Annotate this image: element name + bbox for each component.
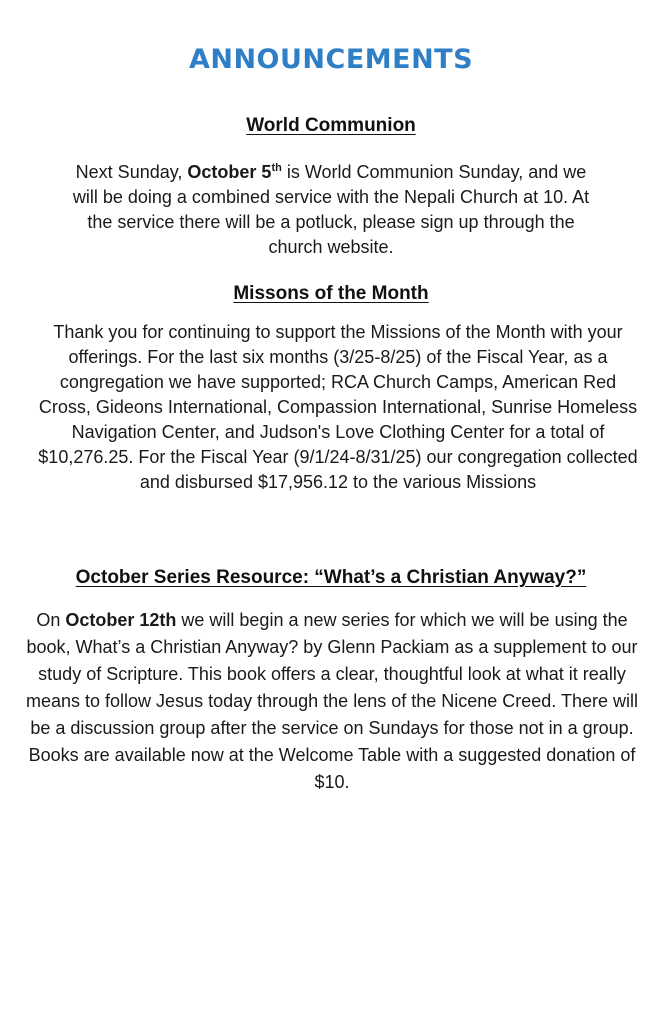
section-heading-world-communion: World Communion <box>246 115 416 136</box>
body-intro: On <box>36 610 66 630</box>
section-body-world-communion <box>62 160 600 260</box>
section-body-missions: Thank you for continuing to support the Missions of the Month with your offerings. For the last six months (3/25-8/25) of the Fiscal Year, as a congregation we have supported; RCA Church Camps, American Red Cross, Gideons International, Compassion International, Sunrise Homeless Navigation Center, and Judson's Love Clothing Center for a total of $10,276.25. For the Fiscal Year (9/1/24-8/31/25) our congregation collected and disbursed $17,956.12 to the various Missions <box>38 322 638 492</box>
section-body-october-series <box>20 607 644 796</box>
page-title: ANNOUNCEMENTS <box>188 44 474 75</box>
body-intro: Next Sunday, <box>75 162 188 182</box>
body-rest: is World Communion Sunday, and we will be doing a combined service with the Nepali Church at 10. At the service there will be a potluck, please sign up through the church website. <box>72 162 590 257</box>
body-rest: we will begin a new series for which we will be using the book, What’s a Christian Anyway? by Glenn Packiam as a supplement to our study of Scripture. This book offers a clear, thoughtful look at what it really means to follow Jesus today through the lens of the Nicene Creed. There will be a discussion group after the service on Sundays for those not in a group. Books are available now at the Welcome Table with a suggested donation of $10. <box>26 610 638 792</box>
event-date: October 5 <box>187 162 272 182</box>
date-suffix: th <box>271 162 282 174</box>
section-heading-missions: Missons of the Month <box>233 283 429 304</box>
event-date: October 12th <box>65 610 177 630</box>
section-heading-october-series: October Series Resource: “What’s a Christian Anyway?” <box>75 567 587 588</box>
